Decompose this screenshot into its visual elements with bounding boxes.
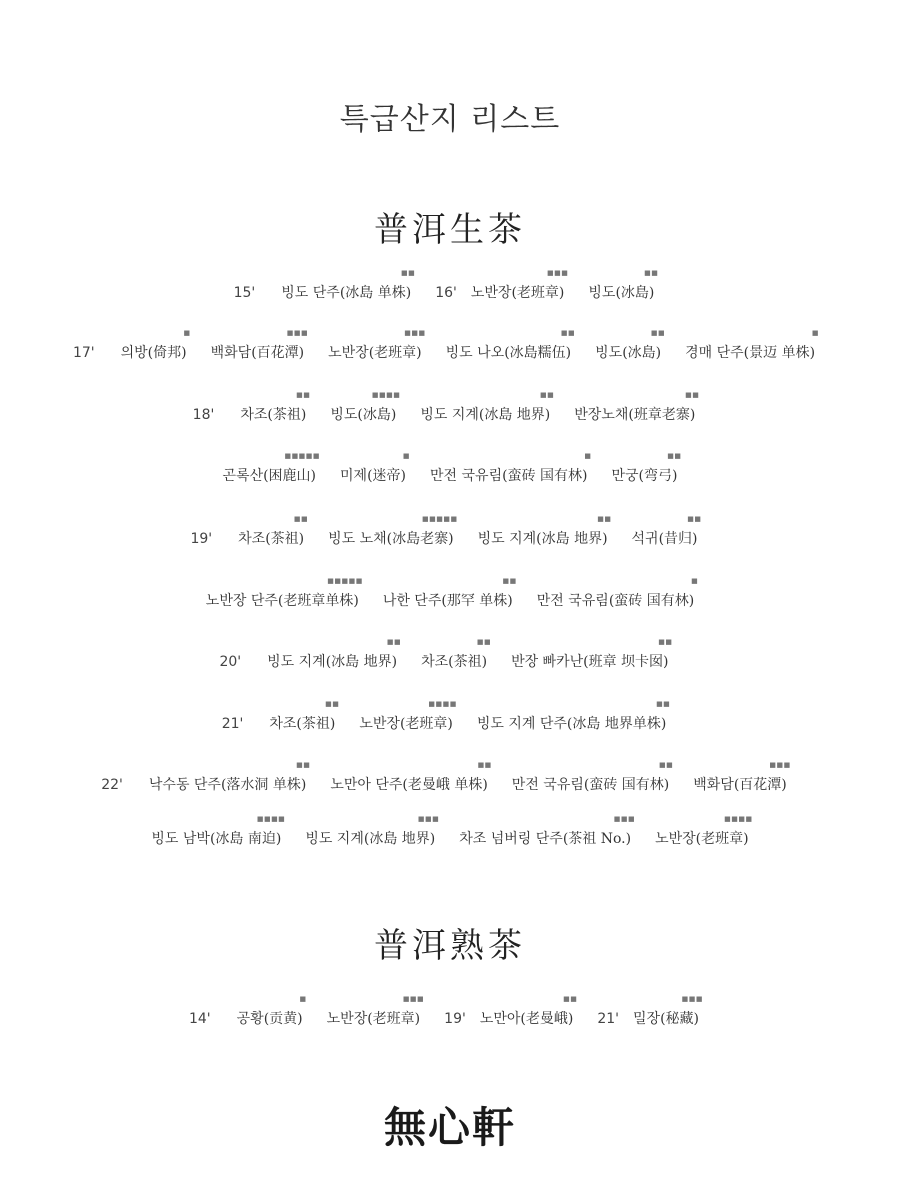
tea-entry xyxy=(238,515,309,548)
tea-row xyxy=(0,391,900,424)
rating-marks: ■ xyxy=(402,452,411,460)
tea-hanja: (景迈 单株) xyxy=(743,345,816,361)
tea-name: 낙수동 단주 xyxy=(148,777,221,793)
svg-text:無心軒: 無心軒 xyxy=(383,1103,517,1152)
tea-entry xyxy=(477,515,612,548)
year-label: 18' xyxy=(192,407,215,423)
tea-hanja: (茶祖) xyxy=(296,716,336,732)
rating-marks: ■■■■ xyxy=(256,815,286,823)
tea-hanja: (老曼峨 单株) xyxy=(402,777,488,793)
rating-marks: ■■ xyxy=(644,269,659,277)
tea-hanja: (冰島) xyxy=(622,345,662,361)
tea-entry xyxy=(445,329,576,362)
tea-name: 빙도 xyxy=(588,285,616,301)
rating-marks: ■ xyxy=(691,577,699,585)
tea-hanja: (迷帝) xyxy=(367,468,407,484)
tea-hanja: (蛮砖 国有林) xyxy=(502,468,588,484)
tea-name: 빙도 xyxy=(330,407,358,423)
tea-name: 경매 단주 xyxy=(685,345,744,361)
rating-marks: ■■■■■ xyxy=(284,452,321,460)
tea-hanja: (冰島 南迫) xyxy=(209,831,282,847)
tea-hanja: (冰島 地界单株) xyxy=(566,716,667,732)
tea-entry xyxy=(511,638,673,671)
rating-marks: ■■ xyxy=(540,391,555,399)
tea-entry xyxy=(326,995,425,1028)
tea-name: 빙도 지계 xyxy=(267,654,326,670)
tea-entry xyxy=(267,638,402,671)
tea-hanja: (班章老寨) xyxy=(628,407,696,423)
tea-hanja: (冰島) xyxy=(615,285,655,301)
tea-entry xyxy=(120,329,191,362)
rating-marks: ■■ xyxy=(296,761,311,769)
tea-hanja: (班章 坝卡囡) xyxy=(583,654,669,670)
tea-hanja: (冰島 地界) xyxy=(478,407,551,423)
tea-row xyxy=(0,577,900,610)
tea-hanja: (秘藏) xyxy=(660,1011,700,1027)
tea-name: 의방 xyxy=(120,345,148,361)
tea-name: 차조 xyxy=(269,716,297,732)
tea-name: 빙도 지계 xyxy=(477,531,537,547)
rating-marks: ■ xyxy=(299,995,307,1003)
tea-name: 석귀 xyxy=(631,531,659,547)
tea-hanja: (昔归) xyxy=(658,531,698,547)
page-title: 특급산지 리스트 xyxy=(339,102,561,137)
tea-hanja: (蛮砖 国有林) xyxy=(583,777,670,793)
rating-marks: ■■■ xyxy=(769,761,791,769)
tea-row xyxy=(0,638,900,671)
tea-entry xyxy=(693,761,791,794)
tea-name: 빙도 단주 xyxy=(281,285,340,301)
tea-hanja: (冰島 地界) xyxy=(325,654,398,670)
tea-entry xyxy=(459,815,636,848)
tea-hanja: (茶祖 No.) xyxy=(562,831,632,847)
year-label: 19' xyxy=(444,1011,466,1027)
rating-marks: ■■■ xyxy=(613,815,636,823)
tea-entry xyxy=(435,269,569,302)
tea-name: 밀장 xyxy=(633,1011,661,1027)
tea-name: 차조 xyxy=(421,654,449,670)
rating-marks: ■■ xyxy=(400,269,416,277)
tea-hanja: (冰島) xyxy=(357,407,397,423)
year-label: 15' xyxy=(233,285,256,301)
tea-entry xyxy=(430,452,592,485)
year-label: 16' xyxy=(435,285,457,301)
tea-name: 노반장 xyxy=(326,1011,368,1027)
rating-marks: ■■ xyxy=(687,515,702,523)
tea-name: 백화담 xyxy=(693,777,734,793)
rating-marks: ■■ xyxy=(685,391,700,399)
tea-hanja: (老班章) xyxy=(368,345,422,361)
tea-name: 만전 국유림 xyxy=(430,468,503,484)
rating-marks: ■■■ xyxy=(402,995,425,1003)
tea-name: 노반장 xyxy=(359,716,400,732)
tea-entry xyxy=(281,269,416,302)
tea-row xyxy=(0,329,900,362)
tea-entry xyxy=(536,577,699,610)
rating-marks: ■■ xyxy=(325,700,340,708)
tea-entry xyxy=(685,329,820,362)
rating-marks: ■■■■■ xyxy=(327,577,363,585)
tea-row xyxy=(0,995,900,1028)
tea-hanja: (老班章) xyxy=(367,1011,421,1027)
year-label: 21' xyxy=(221,716,244,732)
tea-entry xyxy=(269,700,340,733)
tea-name: 노반장 xyxy=(470,285,512,301)
tea-name: 노반장 단주 xyxy=(205,593,278,609)
tea-entry xyxy=(588,269,659,302)
tea-entry xyxy=(148,761,311,794)
tea-hanja: (倚邦) xyxy=(147,345,187,361)
tea-name: 노반장 xyxy=(328,345,369,361)
logo-calligraphy-icon xyxy=(375,1098,525,1158)
rating-marks: ■ xyxy=(584,452,592,460)
rating-marks: ■■■■ xyxy=(428,700,457,708)
tea-hanja: (茶祖) xyxy=(265,531,305,547)
tea-name: 백화담 xyxy=(210,345,252,361)
tea-name: 빙도 지계 xyxy=(305,831,364,847)
tea-name: 만전 국유림 xyxy=(536,593,609,609)
tea-hanja: (老班章) xyxy=(399,716,453,732)
tea-entry xyxy=(328,515,458,548)
tea-name: 빙도 남박 xyxy=(151,831,210,847)
rating-marks: ■■■ xyxy=(286,329,309,337)
tea-row xyxy=(0,815,900,848)
tea-name: 나한 단주 xyxy=(382,593,442,609)
tea-entry xyxy=(330,391,401,424)
tea-name: 차조 xyxy=(238,531,266,547)
tea-name: 노만아 단주 xyxy=(330,777,403,793)
tea-hanja: (冰島 地界) xyxy=(363,831,436,847)
tea-hanja: (冰島糯伍) xyxy=(504,345,572,361)
tea-name: 공황 xyxy=(236,1011,264,1027)
rating-marks: ■■ xyxy=(476,638,492,646)
tea-entry xyxy=(597,995,704,1028)
tea-name: 빙도 노채 xyxy=(328,531,387,547)
tea-hanja: (冰島老寨) xyxy=(386,531,454,547)
rating-marks: ■■ xyxy=(667,452,682,460)
tea-name: 빙도 xyxy=(595,345,623,361)
tea-entry xyxy=(210,329,309,362)
rating-marks: ■■ xyxy=(293,515,309,523)
tea-hanja: (老班章) xyxy=(511,285,565,301)
rating-marks: ■■■■ xyxy=(371,391,401,399)
tea-entry xyxy=(305,815,440,848)
tea-entry xyxy=(420,391,555,424)
year-label: 21' xyxy=(597,1011,620,1027)
tea-name: 노만아 xyxy=(479,1011,521,1027)
rating-marks: ■■■■■ xyxy=(422,515,458,523)
year-label: 22' xyxy=(101,777,123,793)
tea-row xyxy=(0,269,900,302)
tea-hanja: (百花潭) xyxy=(733,777,787,793)
tea-row xyxy=(0,700,900,733)
tea-entry xyxy=(476,700,671,733)
tea-name: 차조 xyxy=(240,407,268,423)
tea-name: 차조 넘버링 단주 xyxy=(459,831,563,847)
rating-marks: ■■ xyxy=(658,638,673,646)
year-label: 17' xyxy=(72,345,95,361)
tea-entry xyxy=(240,391,311,424)
rating-marks: ■■ xyxy=(296,391,311,399)
tea-entry xyxy=(236,995,307,1028)
year-label: 14' xyxy=(188,1011,211,1027)
year-label: 20' xyxy=(219,654,242,670)
tea-entry xyxy=(511,761,674,794)
tea-row xyxy=(0,452,900,485)
tea-name: 만궁 xyxy=(611,468,639,484)
rating-marks: ■■■ xyxy=(404,329,426,337)
tea-entry xyxy=(330,761,492,794)
tea-entry xyxy=(574,391,700,424)
tea-entry xyxy=(595,329,666,362)
rating-marks: ■■ xyxy=(597,515,612,523)
tea-entry xyxy=(444,995,578,1028)
tea-entry xyxy=(340,452,411,485)
tea-hanja: (百花潭) xyxy=(251,345,305,361)
section-title-raw-puer: 普洱生茶 xyxy=(374,210,526,250)
tea-entry xyxy=(205,577,363,610)
rating-marks: ■■ xyxy=(560,329,576,337)
tea-hanja: (老曼峨) xyxy=(520,1011,574,1027)
tea-name: 빙도 지계 xyxy=(420,407,479,423)
tea-name: 곤록산 xyxy=(222,468,264,484)
tea-entry xyxy=(655,815,753,848)
tea-row xyxy=(0,761,900,794)
tea-name: 빙도 지계 단주 xyxy=(476,716,567,732)
tea-hanja: (蛮砖 国有林) xyxy=(608,593,695,609)
rating-marks: ■■ xyxy=(563,995,578,1003)
tea-row xyxy=(0,515,900,548)
rating-marks: ■■ xyxy=(502,577,517,585)
tea-hanja: (贡黄) xyxy=(263,1011,303,1027)
tea-entry xyxy=(421,638,492,671)
rating-marks: ■■ xyxy=(477,761,492,769)
tea-entry xyxy=(328,329,426,362)
section-title-ripe-puer: 普洱熟茶 xyxy=(374,926,526,966)
tea-entry xyxy=(151,815,286,848)
rating-marks: ■■ xyxy=(650,329,666,337)
tea-hanja: (困鹿山) xyxy=(263,468,317,484)
year-label: 19' xyxy=(190,531,213,547)
tea-hanja: (冰島 地界) xyxy=(536,531,608,547)
tea-entry xyxy=(631,515,702,548)
tea-name: 반장노채 xyxy=(574,407,629,423)
tea-hanja: (弯弓) xyxy=(638,468,678,484)
tea-hanja: (茶祖) xyxy=(448,654,488,670)
tea-name: 반장 빠카난 xyxy=(511,654,584,670)
rating-marks: ■■ xyxy=(656,700,671,708)
tea-hanja: (落水洞 单株) xyxy=(220,777,307,793)
rating-marks: ■■■■ xyxy=(724,815,753,823)
tea-entry xyxy=(222,452,321,485)
rating-marks: ■■■ xyxy=(417,815,440,823)
tea-entry xyxy=(382,577,517,610)
rating-marks: ■ xyxy=(183,329,191,337)
tea-entry xyxy=(611,452,682,485)
rating-marks: ■■■ xyxy=(681,995,704,1003)
tea-hanja: (冰島 单株) xyxy=(339,285,412,301)
rating-marks: ■ xyxy=(811,329,820,337)
tea-name: 노반장 xyxy=(655,831,696,847)
tea-hanja: (茶祖) xyxy=(267,407,307,423)
logo xyxy=(0,1098,900,1162)
tea-hanja: (老班章单株) xyxy=(277,593,359,609)
rating-marks: ■■ xyxy=(386,638,402,646)
tea-hanja: (老班章) xyxy=(695,831,749,847)
tea-hanja: (那罕 单株) xyxy=(441,593,513,609)
rating-marks: ■■■ xyxy=(547,269,569,277)
tea-name: 만전 국유림 xyxy=(511,777,584,793)
tea-name: 미제 xyxy=(340,468,368,484)
tea-name: 빙도 나오 xyxy=(445,345,505,361)
tea-entry xyxy=(359,700,457,733)
rating-marks: ■■ xyxy=(659,761,674,769)
